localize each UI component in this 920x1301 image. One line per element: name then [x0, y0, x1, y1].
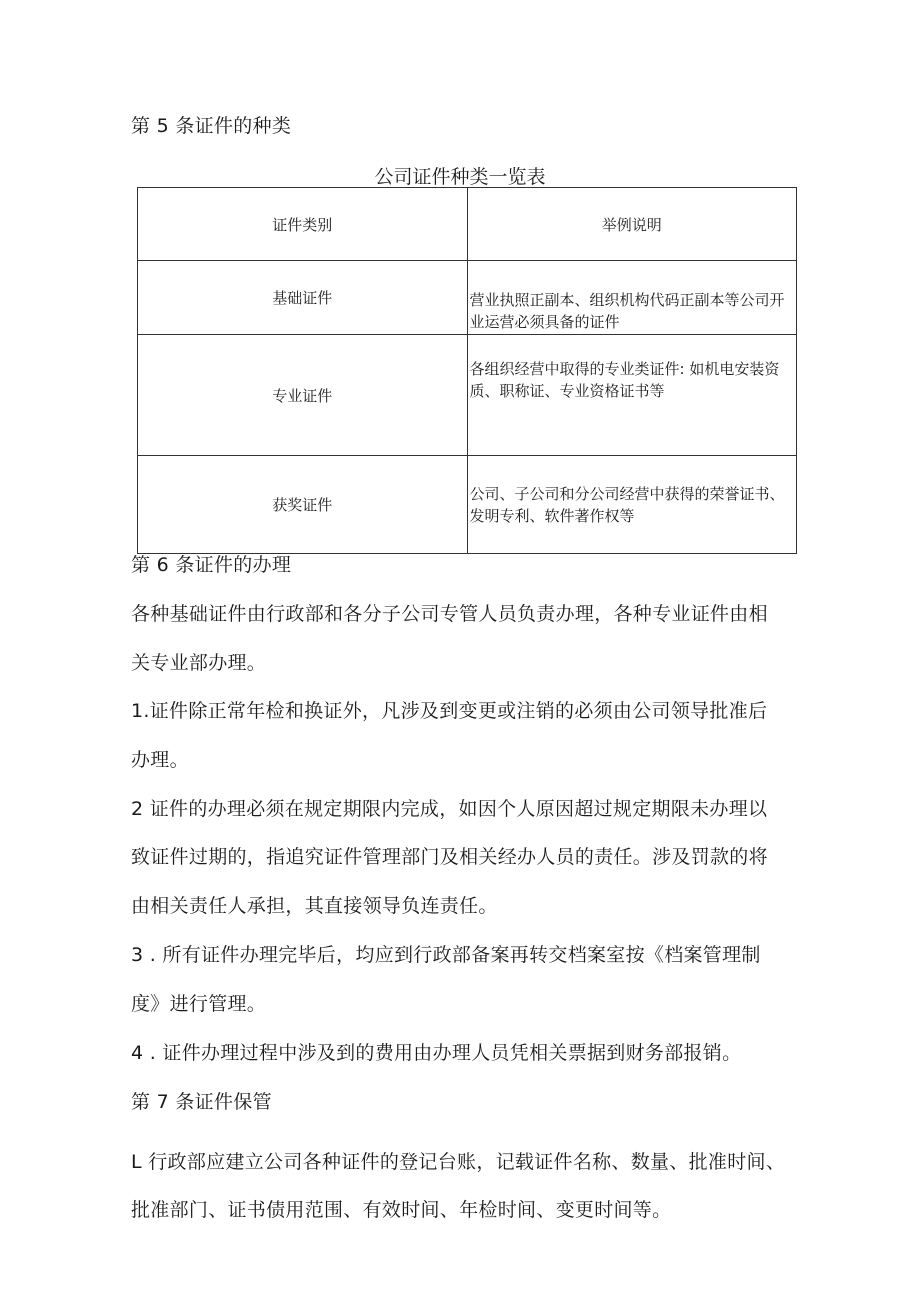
article-6-item-4: 4 . 证件办理过程中涉及到的费用由办理人员凭相关票据到财务部报销。 — [131, 1042, 742, 1064]
table-caption: 公司证件种类一览表 — [374, 166, 546, 188]
table-row — [138, 456, 797, 554]
row-example: 营业执照正副本、组织机构代码正副本等公司开业运营必须具备的证件 — [467, 261, 797, 335]
header-category: 证件类别 — [138, 188, 468, 261]
article-6-item-3: 3 . 所有证件办理完毕后，均应到行政部备案再转交档案室按《档案管理制 — [131, 944, 761, 966]
article-6-heading: 第 6 条证件的办理 — [131, 554, 292, 576]
row-category: 获奖证件 — [138, 456, 468, 554]
table-row — [138, 335, 797, 456]
row-example: 各组织经营中取得的专业类证件: 如机电安装资质、职称证、专业资格证书等 — [467, 335, 797, 456]
article-6-paragraph: 关专业部办理。 — [131, 652, 267, 674]
header-example: 举例说明 — [467, 188, 797, 261]
table-row — [138, 261, 797, 335]
certificate-types-table — [137, 187, 797, 554]
row-example: 公司、子公司和分公司经营中获得的荣誉证书、发明专利、软件著作权等 — [467, 456, 797, 554]
article-5-heading: 第 5 条证件的种类 — [131, 115, 292, 137]
article-6-item-1: 1.证件除正常年检和换证外，凡涉及到变更或注销的必须由公司领导批准后 — [131, 700, 768, 722]
article-6-item-1: 办理。 — [131, 749, 189, 771]
article-6-item-3: 度》进行管理。 — [131, 993, 267, 1015]
row-category: 专业证件 — [138, 335, 468, 456]
article-6-item-2: 2 证件的办理必须在规定期限内完成，如因个人原因超过规定期限未办理以 — [131, 798, 768, 820]
row-category: 基础证件 — [138, 261, 468, 335]
article-6-item-2: 致证件过期的，指追究证件管理部门及相关经办人员的责任。涉及罚款的将 — [131, 846, 768, 868]
article-7-item-1: L 行政部应建立公司各种证件的登记台账，记载证件名称、数量、批准时间、 — [131, 1151, 786, 1173]
table-header-row — [138, 188, 797, 261]
article-7-item-1: 批准部门、证书债用范围、有效时间、年检时间、变更时间等。 — [131, 1199, 672, 1221]
article-6-paragraph: 各种基础证件由行政部和各分子公司专管人员负责办理，各种专业证件由相 — [131, 603, 768, 625]
article-6-item-2: 由相关责任人承担，其直接领导负连责任。 — [131, 895, 498, 917]
article-7-heading: 第 7 条证件保管 — [131, 1091, 272, 1113]
